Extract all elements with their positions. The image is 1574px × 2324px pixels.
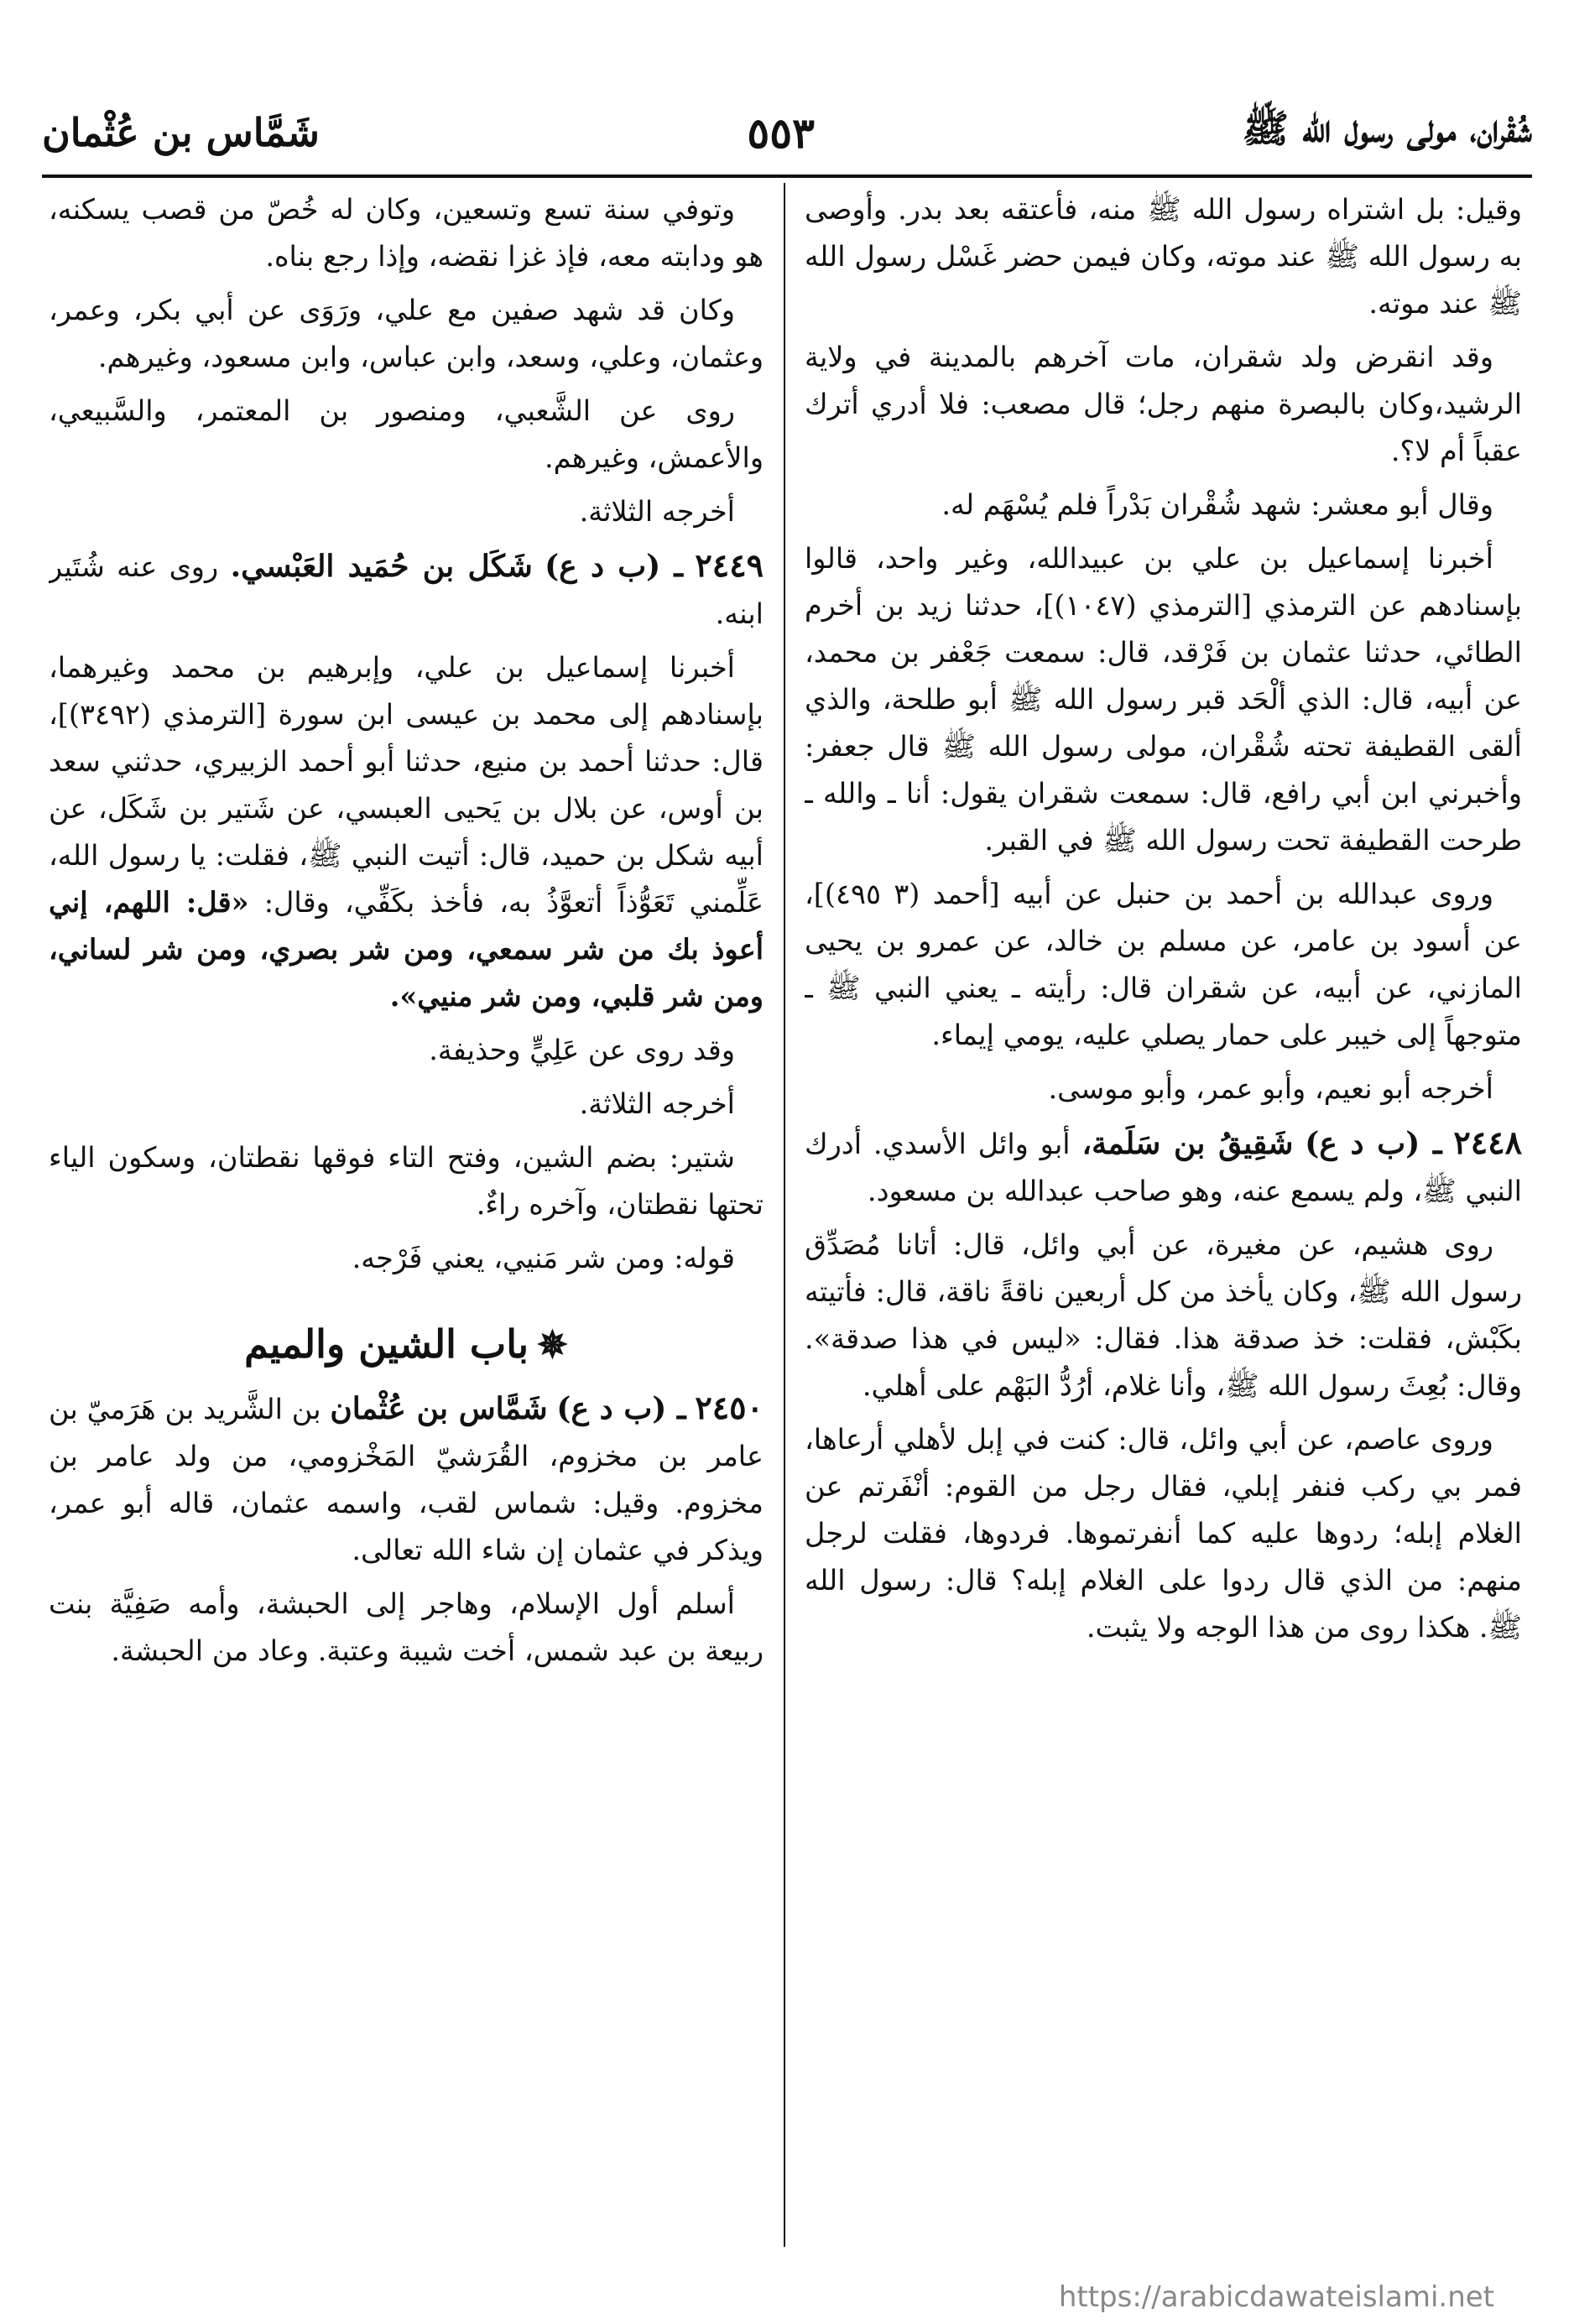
paragraph: روى عن الشَّعبي، ومنصور بن المعتمر، والسَّبيعي، والأعمش، وغيرهم. — [49, 394, 764, 474]
page-header — [42, 99, 1532, 166]
paragraph: وقيل: بل اشتراه رسول الله ﷺ منه، فأعتقه بعد بدر. وأوصى به رسول الله ﷺ عند موته، وكان فيمن حضر غَسْل رسول الله ﷺ عند موته. — [805, 193, 1522, 320]
entry-text: أبو وائل الأسدي. أدرك النبي ﷺ، ولم يسمع عنه، وهو صاحب عبدالله بن مسعود. — [805, 1128, 1522, 1207]
entry-tag: ـ (ب د ع) — [556, 1391, 686, 1426]
section-heading-text: باب الشين والميم — [244, 1321, 529, 1367]
entry-number: ٢٤٤٩ — [695, 546, 764, 584]
paragraph: أخرجه الثلاثة. — [579, 1087, 735, 1120]
entry-2450 — [49, 1384, 764, 1574]
entry-name: شَمَّاس بن عُثْمان — [330, 1391, 548, 1426]
paragraph: روى هشيم، عن مغيرة، عن أبي وائل، قال: أتانا مُصَدِّق رسول الله ﷺ، وكان يأخذ من كل أربعين ناقةً ناقة، قال: فأتيته بكَبْش، فقلت: خذ صدقة هذا. فقال: «ليس في هذا صدقة». وقال: بُعِثَ رسول الله ﷺ، وأنا غلام، أرُدُّ البَهْم على أهلي. — [805, 1228, 1522, 1402]
running-title-left: شَمَّاس بن عُثْمان — [42, 110, 320, 155]
paragraph: قوله: ومن شر مَنيي، يعني فَرْجه. — [352, 1242, 735, 1274]
isnad-text: أخبرنا إسماعيل بن علي، وإبرهيم بن محمد وغيرهما، بإسنادهم إلى محمد بن عيسى ابن سورة [الترمذي (٣٤٩٢)]، قال: حدثنا أحمد بن منيع، حدثنا أبو أحمد الزبيري، حدثني سعد بن أوس، عن بلال بن يَحيى العبسي، عن شَتير بن شَكَل، عن أبيه شكل بن حميد، قال: أتيت النبي ﷺ، فقلت: يا رسول الله، عَلِّمني تَعَوُّذاً أتعوَّذُ به، فأخذ بكَفِّي، وقال: — [49, 651, 764, 919]
entry-name: شَكَل بن حُمَيد العَبْسي. — [230, 549, 533, 584]
paragraph: أخرجه أبو نعيم، وأبو عمر، وأبو موسى. — [1048, 1072, 1493, 1105]
paragraph: أخرجه الثلاثة. — [579, 495, 735, 528]
paragraph: وقد انقرض ولد شقران، مات آخرهم بالمدينة في ولاية الرشيد،وكان بالبصرة منهم رجل؛ قال مصعب: فلا أدري أترك عقباً أم لا؟. — [805, 341, 1522, 467]
page-number: ٥٥٣ — [747, 107, 815, 158]
paragraph: وتوفي سنة تسع وتسعين، وكان له خُصّ من قصب يسكنه، هو ودابته معه، فإذ غزا نقضه، وإذا رجع بناه. — [49, 193, 764, 273]
paragraph: أخبرنا إسماعيل بن علي بن عبيدالله، وغير واحد، قالوا بإسنادهم عن الترمذي [الترمذي (١٠٤٧)]، حدثنا زيد بن أخرم الطائي، حدثنا عثمان بن فَرْقد، قال: سمعت جَعْفر بن محمد، عن أبيه، قال: الذي ألْحَد قبر رسول الله ﷺ أبو طلحة، والذي ألقى القطيفة تحته شُقْران، مولى رسول الله ﷺ قال جعفر: وأخبرني ابن أبي رافع، قال: سمعت شقران يقول: أنا ـ والله ـ طرحت القطيفة تحت رسول الله ﷺ في القبر. — [805, 542, 1522, 857]
entry-text: بن الشَّريد بن هَرَميّ بن عامر بن مخزوم، القُرَشيّ المَخْزومي، من ولد عامر بن مخزوم. وقيل: شماس لقب، واسمه عثمان، قاله أبو عمر، ويذكر في عثمان إن شاء الله تعالى. — [49, 1393, 764, 1566]
entry-number: ٢٤٤٨ — [1453, 1123, 1522, 1161]
section-heading — [49, 1321, 764, 1369]
entry-2448 — [805, 1119, 1522, 1215]
left-column — [49, 186, 764, 2250]
paragraph: وروى عاصم، عن أبي وائل، قال: كنت في إبل لأهلي أرعاها، فمر بي ركب فنفر إبلي، فقال رجل من القوم: أنْفَرتم عن الغلام إبله؛ ردوها عليه كما أنفرتموها. فردوها، فقلت لرجل منهم: من الذي قال ردوا على الغلام إبله؟ قال: رسول الله ﷺ. هكذا روى من هذا الوجه ولا يثبت. — [805, 1423, 1522, 1644]
entry-tag: ـ (ب د ع) — [545, 549, 683, 584]
entry-2449 — [49, 542, 764, 638]
entry-tag: ـ (ب د ع) — [1305, 1126, 1442, 1161]
entry-number: ٢٤٥٠ — [695, 1389, 764, 1426]
paragraph: أسلم أول الإسلام، وهاجر إلى الحبشة، وأمه صَفِيَّة بنت ربيعة بن عبد شمس، أخت شيبة وعتبة. وعاد من الحبشة. — [49, 1587, 764, 1667]
running-title-right: شُقْران، مولى رسول الله ﷺ — [1242, 105, 1532, 151]
entry-name: شَقِيقُ بن سَلَمة، — [1081, 1126, 1294, 1161]
paragraph: وروى عبدالله بن أحمد بن حنبل عن أبيه [أحمد (٣ ٤٩٥)]، عن أسود بن عامر، عن مسلم بن خالد، عن عمرو بن يحيى المازني، عن أبيه، عن شقران قال: رأيته ـ يعني النبي ﷺ ـ متوجهاً إلى خيبر على حمار يصلي عليه، يومي إيماء. — [805, 878, 1522, 1051]
paragraph: شتير: بضم الشين، وفتح التاء فوقها نقطتان، وسكون الياء تحتها نقطتان، وآخره راءٌ. — [49, 1141, 764, 1221]
right-column — [805, 186, 1522, 2250]
watermark-url: https://arabicdawateislami.net — [1058, 2280, 1494, 2314]
paragraph: وقد روى عن عَلِيٍّ وحذيفة. — [429, 1034, 735, 1066]
column-divider — [784, 183, 785, 2247]
paragraph: وقال أبو معشر: شهد شُقْران بَدْراً فلم يُسْهَم له. — [941, 488, 1493, 521]
dua-text: «قل: اللهم، إني أعوذ بك من شر سمعي، ومن شر بصري، ومن شر لساني، ومن شر قلبي، ومن شر منيي». — [49, 886, 764, 1013]
header-rule — [42, 175, 1532, 178]
paragraph: وكان قد شهد صفين مع علي، ورَوَى عن أبي بكر، وعمر، وعثمان، وعلي، وسعد، وابن عباس، وابن مسعود، وغيرهم. — [49, 294, 764, 373]
entry-text: روى عنه شُتَير ابنه. — [49, 550, 764, 630]
hadith-paragraph — [49, 644, 764, 1020]
star-ornament-icon: ✵ — [537, 1324, 568, 1367]
